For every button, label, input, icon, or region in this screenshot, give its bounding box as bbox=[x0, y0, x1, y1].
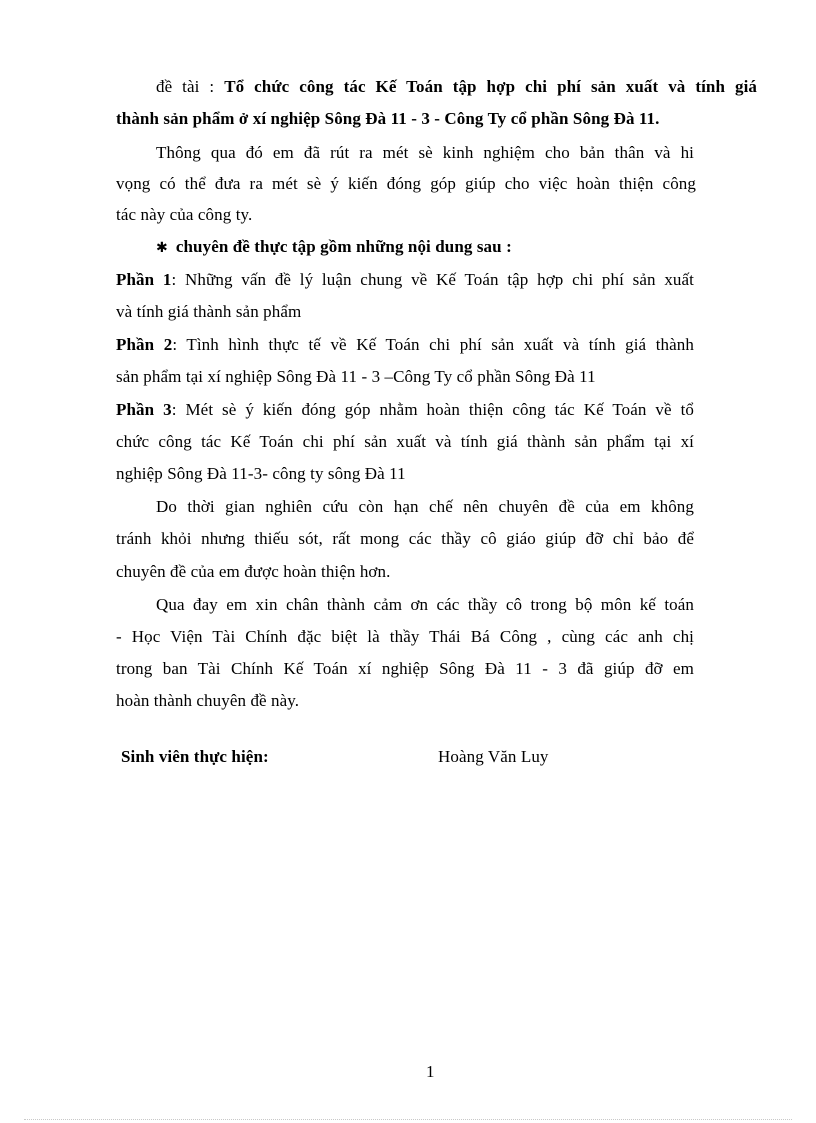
part1-line-2: và tính giá thành sản phẩm bbox=[116, 302, 302, 321]
contents-heading bbox=[156, 236, 512, 260]
part3-line-3: nghiệp Sông Đà 11-3- công ty sông Đà 11 bbox=[116, 464, 406, 483]
para2-line-1: Do thời gian nghiên cứu còn hạn chế nên chuyên đề của em không bbox=[156, 497, 694, 516]
para1-line-2: vọng có thể đưa ra mét sè ý kiến đóng góp giúp cho việc hoàn thiện công bbox=[116, 174, 696, 193]
part1-label: Phần 1 bbox=[116, 270, 172, 289]
signature-label bbox=[121, 746, 269, 768]
para3-line-2: - Học Viện Tài Chính đặc biệt là thầy Thái Bá Công , cùng các anh chị bbox=[116, 627, 694, 646]
para3-line-3: trong ban Tài Chính Kế Toán xí nghiệp Sông Đà 11 - 3 đã giúp đỡ em bbox=[116, 659, 694, 678]
part3-label: Phần 3 bbox=[116, 400, 172, 419]
para2-line-2: tránh khỏi nhưng thiếu sót, rất mong các thầy cô giáo giúp đỡ chỉ bảo để bbox=[116, 529, 694, 548]
part2-line-1 bbox=[116, 334, 694, 356]
part1-text: : Những vấn đề lý luận chung về Kế Toán tập hợp chi phí sản xuất bbox=[171, 270, 694, 289]
page-bottom-divider bbox=[24, 1119, 792, 1120]
signature-label-text: Sinh viên thực hiện: bbox=[121, 747, 269, 766]
part2-line-2: sản phẩm tại xí nghiệp Sông Đà 11 - 3 –Công Ty cổ phần Sông Đà 11 bbox=[116, 367, 596, 386]
para3-line-1: Qua đay em xin chân thành cảm ơn các thầy cô trong bộ môn kế toán bbox=[156, 595, 694, 614]
contents-heading-text: chuyên đề thực tập gồm những nội dung sau : bbox=[175, 237, 512, 256]
part2-text: : Tình hình thực tế về Kế Toán chi phí sản xuất và tính giá thành bbox=[172, 335, 694, 354]
part3-line-2: chức công tác Kế Toán chi phí sản xuất và tính giá thành sản phẩm tại xí bbox=[116, 432, 694, 451]
asterisk-bullet-icon: ✱ bbox=[156, 241, 168, 256]
para1-line-1: Thông qua đó em đã rút ra mét sè kinh nghiệm cho bản thân và hi bbox=[156, 143, 694, 162]
topic-title-part-2: thành sản phẩm ở xí nghiệp Sông Đà 11 - 3 - Công Ty cổ phần Sông Đà 11. bbox=[116, 109, 660, 128]
topic-title-part-1: Tổ chức công tác Kế Toán tập hợp chi phí sản xuất và tính giá bbox=[224, 77, 757, 96]
part3-line-1 bbox=[116, 399, 694, 421]
part1-line-1 bbox=[116, 269, 694, 291]
para3-line-4: hoàn thành chuyên đề này. bbox=[116, 691, 300, 710]
topic-line-2 bbox=[116, 108, 660, 130]
para1-line-3: tác này của công ty. bbox=[116, 205, 253, 224]
page-number: 1 bbox=[426, 1062, 435, 1081]
part2-label: Phần 2 bbox=[116, 335, 173, 354]
topic-prefix: đề tài : bbox=[156, 77, 225, 96]
signature-name: Hoàng Văn Luy bbox=[438, 747, 549, 766]
para2-line-3: chuyên đề của em được hoàn thiện hơn. bbox=[116, 562, 391, 581]
part3-text: : Mét sè ý kiến đóng góp nhằm hoàn thiện công tác Kế Toán về tổ bbox=[171, 400, 694, 419]
topic-line-1 bbox=[156, 76, 757, 98]
